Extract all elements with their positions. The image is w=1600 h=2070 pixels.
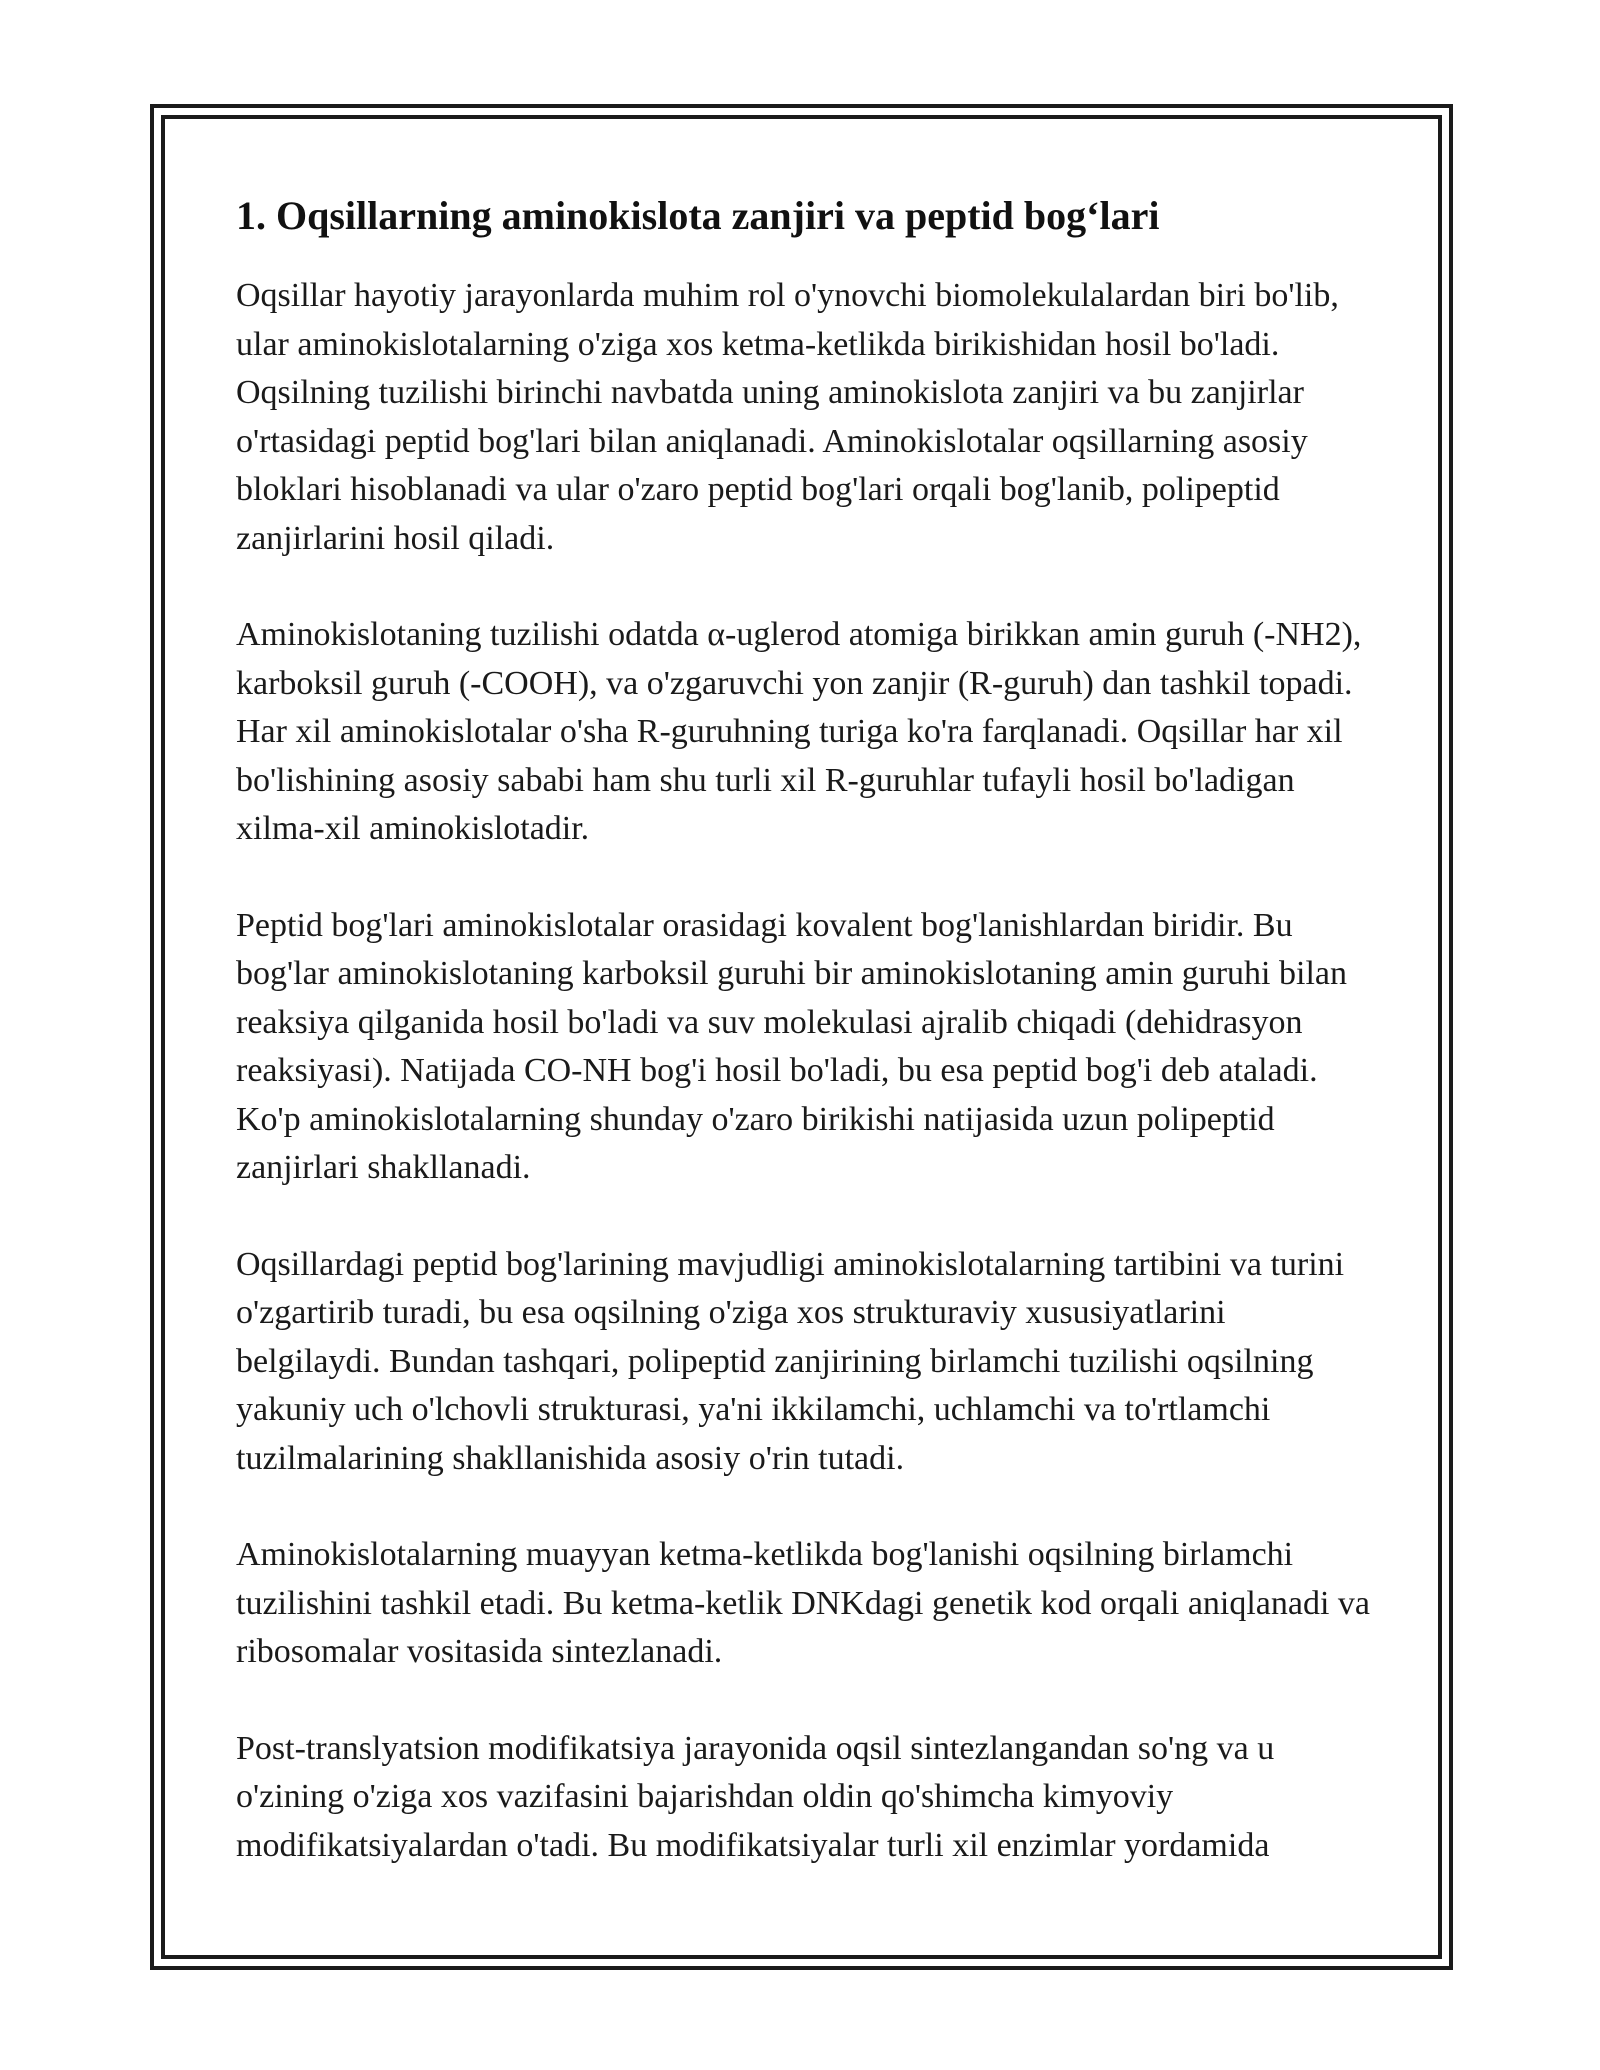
paragraph-5: Aminokislotalarning muayyan ketma-ketlikda bog'lanishi oqsilning birlamchi tuzilishini tashkil etadi. Bu ketma-ketlik DNKdagi genetik kod orqali aniqlanadi va ribosomalar vositasida sintezlanadi. [236, 1536, 1371, 1670]
document-body [236, 190, 1376, 1918]
paragraph-3: Peptid bog'lari aminokislotalar orasidagi kovalent bog'lanishlardan biridir. Bu bog'lar aminokislotaning karboksil guruhi bir aminokislotaning amin guruhi bilan reaksiya qilganida hosil bo'ladi va suv molekulasi ajralib chiqadi (dehidrasyon reaksiyasi). Natijada CO-NH bog'i hosil bo'ladi, bu esa peptid bog'i deb ataladi. Ko'p aminokislotalarning shunday o'zaro birikishi natijasida uzun polipeptid zanjirlari shakllanadi. [236, 906, 1347, 1186]
paragraph-6: Post-translyatsion modifikatsiya jarayonida oqsil sintezlangandan so'ng va u o'zining o'ziga xos vazifasini bajarishdan oldin qo'shimcha kimyoviy modifikatsiyalardan o'tadi. Bu modifikatsiyalar turli xil enzimlar yordamida [236, 1729, 1275, 1864]
section-heading: 1. Oqsillarning aminokislota zanjiri va peptid bog‘lari [236, 193, 1160, 238]
paragraph-2: Aminokislotaning tuzilishi odatda α-uglerod atomiga birikkan amin guruh (-NH2), karboksil guruh (-COOH), va o'zgaruvchi yon zanjir (R-guruh) dan tashkil topadi. Har xil aminokislotalar o'sha R-guruhning turiga ko'ra farqlanadi. Oqsillar har xil bo'lishining asosiy sababi ham shu turli xil R-guruhlar tufayli hosil bo'ladigan xilma-xil aminokislotadir. [236, 616, 1362, 847]
paragraph-4: Oqsillardagi peptid bog'larining mavjudligi aminokislotalarning tartibini va turini o'zgartirib turadi, bu esa oqsilning o'ziga xos strukturaviy xususiyatlarini belgilaydi. Bundan tashqari, polipeptid zanjirining birlamchi tuzilishi oqsilning yakuniy uch o'lchovli strukturasi, ya'ni ikkilamchi, uchlamchi va to'rtlamchi tuzilmalarining shakllanishida asosiy o'rin tutadi. [236, 1245, 1345, 1477]
paragraph-1: Oqsillar hayotiy jarayonlarda muhim rol o'ynovchi biomolekulalardan biri bo'lib, ular aminokislotalarning o'ziga xos ketma-ketlikda birikishidan hosil bo'ladi. Oqsilning tuzilishi birinchi navbatda uning aminokislota zanjiri va bu zanjirlar o'rtasidagi peptid bog'lari bilan aniqlanadi. Aminokislotalar oqsillarning asosiy bloklari hisoblanadi va ular o'zaro peptid bog'lari orqali bog'lanib, polipeptid zanjirlarini hosil qiladi. [236, 277, 1339, 557]
